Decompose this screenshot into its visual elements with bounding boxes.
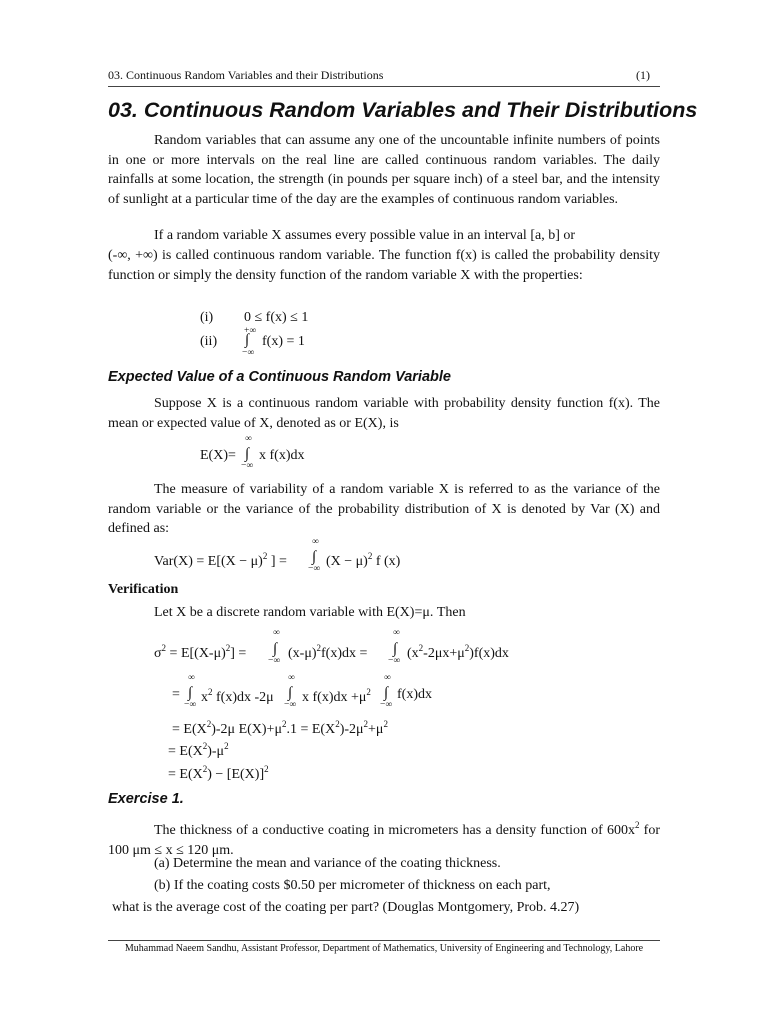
step1-upper-1: ∞: [273, 628, 280, 638]
step2-lower-3: −∞: [380, 700, 393, 710]
step2-upper-3: ∞: [384, 673, 391, 683]
exercise-part-a: (a) Determine the mean and variance of the coating thickness.: [154, 856, 501, 871]
step2-a: [201, 687, 274, 706]
step2-lower-1: −∞: [184, 700, 197, 710]
step2-d: x f(x)dx +μ: [302, 690, 367, 705]
var-exp-1: 2: [262, 551, 268, 561]
var-rhs: (X − μ): [326, 554, 368, 569]
exp: 2: [202, 764, 208, 774]
var-lhs: Var(X) = E[(X − μ): [154, 554, 263, 569]
integral-sign: ∫: [188, 685, 193, 701]
var-mid: ] =: [267, 554, 287, 569]
property-ii-expr: f(x) = 1: [262, 334, 305, 349]
step2-upper-2: ∞: [288, 673, 295, 683]
property-ii-label: (ii): [200, 334, 218, 349]
step4-b: )-μ: [207, 744, 225, 759]
exp: 2: [366, 687, 371, 697]
verification-heading: Verification: [108, 582, 179, 597]
step3-a: = E(X: [172, 722, 207, 737]
var-exp-2: 2: [367, 551, 373, 561]
page-number: (1): [636, 68, 650, 82]
ex-rhs: x f(x)dx: [259, 448, 305, 463]
step1-upper-2: ∞: [393, 628, 400, 638]
exp: 2: [635, 820, 640, 830]
step1-right: [407, 643, 509, 662]
step1-c: ] =: [230, 646, 247, 661]
property-i-expr: 0 ≤ f(x) ≤ 1: [244, 310, 309, 325]
exp: 2: [464, 643, 470, 653]
property-i-label: (i): [200, 310, 214, 325]
integral-sign: ∫: [312, 549, 317, 565]
variance-text: The measure of variability of a random variable X is referred to as the variance of the random variable or the variance of the probability distribution of X is denoted by Var (X) and defined as:: [108, 482, 660, 536]
step2-b: [302, 687, 371, 706]
exercise-text-a: The thickness of a conductive coating in micrometers has a density function of 600x: [154, 823, 636, 838]
integral-sign: ∫: [288, 685, 293, 701]
exp: 2: [281, 719, 287, 729]
exp: 2: [206, 719, 212, 729]
ex-lhs: E(X)=: [200, 448, 236, 463]
exp: 2: [208, 687, 213, 697]
page-footer: Muhammad Naeem Sandhu, Assistant Professor, Department of Mathematics, University of Engineering and Technology, Lahore: [108, 940, 660, 954]
exp: 2: [363, 719, 369, 729]
property-ii-lower-limit: −∞: [242, 348, 255, 358]
exp: 2: [316, 643, 321, 653]
step4-a: = E(X: [168, 744, 203, 759]
step2-upper-1: ∞: [188, 673, 195, 683]
var-lower-limit: −∞: [308, 564, 321, 574]
running-header: [108, 68, 660, 87]
exercise-part-b-cont: what is the average cost of the coating per part? (Douglas Montgomery, Prob. 4.27): [112, 900, 580, 915]
step1-f: (x: [407, 646, 419, 661]
integral-sign: ∫: [245, 332, 250, 348]
var-formula: [154, 551, 287, 570]
step3: [172, 719, 388, 738]
sigma: σ: [154, 646, 162, 661]
exp: 2: [202, 741, 208, 751]
verification-text: Let X be a discrete random variable with E(X)=μ. Then: [154, 605, 466, 620]
step1-b: = E[(X-μ): [166, 646, 226, 661]
exercise-text: [108, 816, 660, 860]
exp: 2: [383, 719, 388, 729]
step1-lower-2: −∞: [388, 656, 401, 666]
exercise-heading: Exercise 1.: [108, 791, 184, 807]
integral-sign: ∫: [245, 446, 250, 462]
ex-lower-limit: −∞: [241, 461, 254, 471]
step3-e: +μ: [368, 722, 384, 737]
step3-c: .1 = E(X: [286, 722, 336, 737]
integral-sign: ∫: [273, 641, 278, 657]
step1-mid: [288, 643, 367, 662]
step3-d: )-2μ: [339, 722, 364, 737]
var-rhs-wrap: [326, 551, 400, 570]
var-upper-limit: ∞: [312, 537, 319, 547]
integral-sign: ∫: [393, 641, 398, 657]
step2-lower-2: −∞: [284, 700, 297, 710]
step2-x: x: [201, 690, 208, 705]
step5-a: = E(X: [168, 767, 203, 782]
step2-c: f(x)dx -2μ: [212, 690, 274, 705]
step2-eq: =: [172, 687, 180, 702]
step1-g: -2μx+μ: [423, 646, 465, 661]
exp: 2: [335, 719, 340, 729]
step2-e: f(x)dx: [397, 687, 432, 702]
page-title: 03. Continuous Random Variables and Their Distributions: [108, 98, 698, 122]
expected-value-text: Suppose X is a continuous random variable with probability density function f(x). The mean or expected value of X, denoted as or E(X), is: [108, 396, 660, 431]
exp: 2: [224, 741, 229, 751]
step5: [168, 764, 269, 783]
step4: [168, 741, 229, 760]
exercise-text-b: for 100 μm ≤ x ≤ 120 μm.: [108, 823, 661, 858]
exp: 2: [418, 643, 424, 653]
step1-lower-1: −∞: [268, 656, 281, 666]
expected-value-heading: Expected Value of a Continuous Random Variable: [108, 369, 451, 385]
integral-sign: ∫: [384, 685, 389, 701]
ex-upper-limit: ∞: [245, 434, 252, 444]
exercise-part-b: (b) If the coating costs $0.50 per micrometer of thickness on each part,: [154, 878, 551, 893]
exp: 2: [264, 764, 269, 774]
var-tail: f (x): [372, 554, 401, 569]
step3-b: )-2μ E(X)+μ: [211, 722, 282, 737]
definition-line-1: If a random variable X assumes every possible value in an interval [a, b] or: [154, 228, 576, 243]
definition-line-2: (-∞, +∞) is called continuous random variable. The function f(x) is called the probability density function or simply the density function of the random variable X with the properties:: [108, 248, 660, 283]
property-ii-upper-limit: +∞: [244, 326, 257, 336]
running-title: 03. Continuous Random Variables and their Distributions: [108, 68, 384, 82]
intro-paragraph: Random variables that can assume any one of the uncountable infinite numbers of points in one or more intervals on the real line are called continuous random variables. The daily rainfalls at some location, the strength (in pounds per square inch) of a steel bar, and the intensity of sunlight at a particular time of the day are the examples of continuous random variables.: [108, 133, 660, 207]
step1-left: [154, 643, 246, 662]
step1-e: f(x)dx =: [321, 646, 368, 661]
step1-h: )f(x)dx: [469, 646, 509, 661]
step1-d: (x-μ): [288, 646, 317, 661]
step5-b: ) − [E(X)]: [207, 767, 265, 782]
exp: 2: [161, 643, 167, 653]
exp: 2: [225, 643, 231, 653]
